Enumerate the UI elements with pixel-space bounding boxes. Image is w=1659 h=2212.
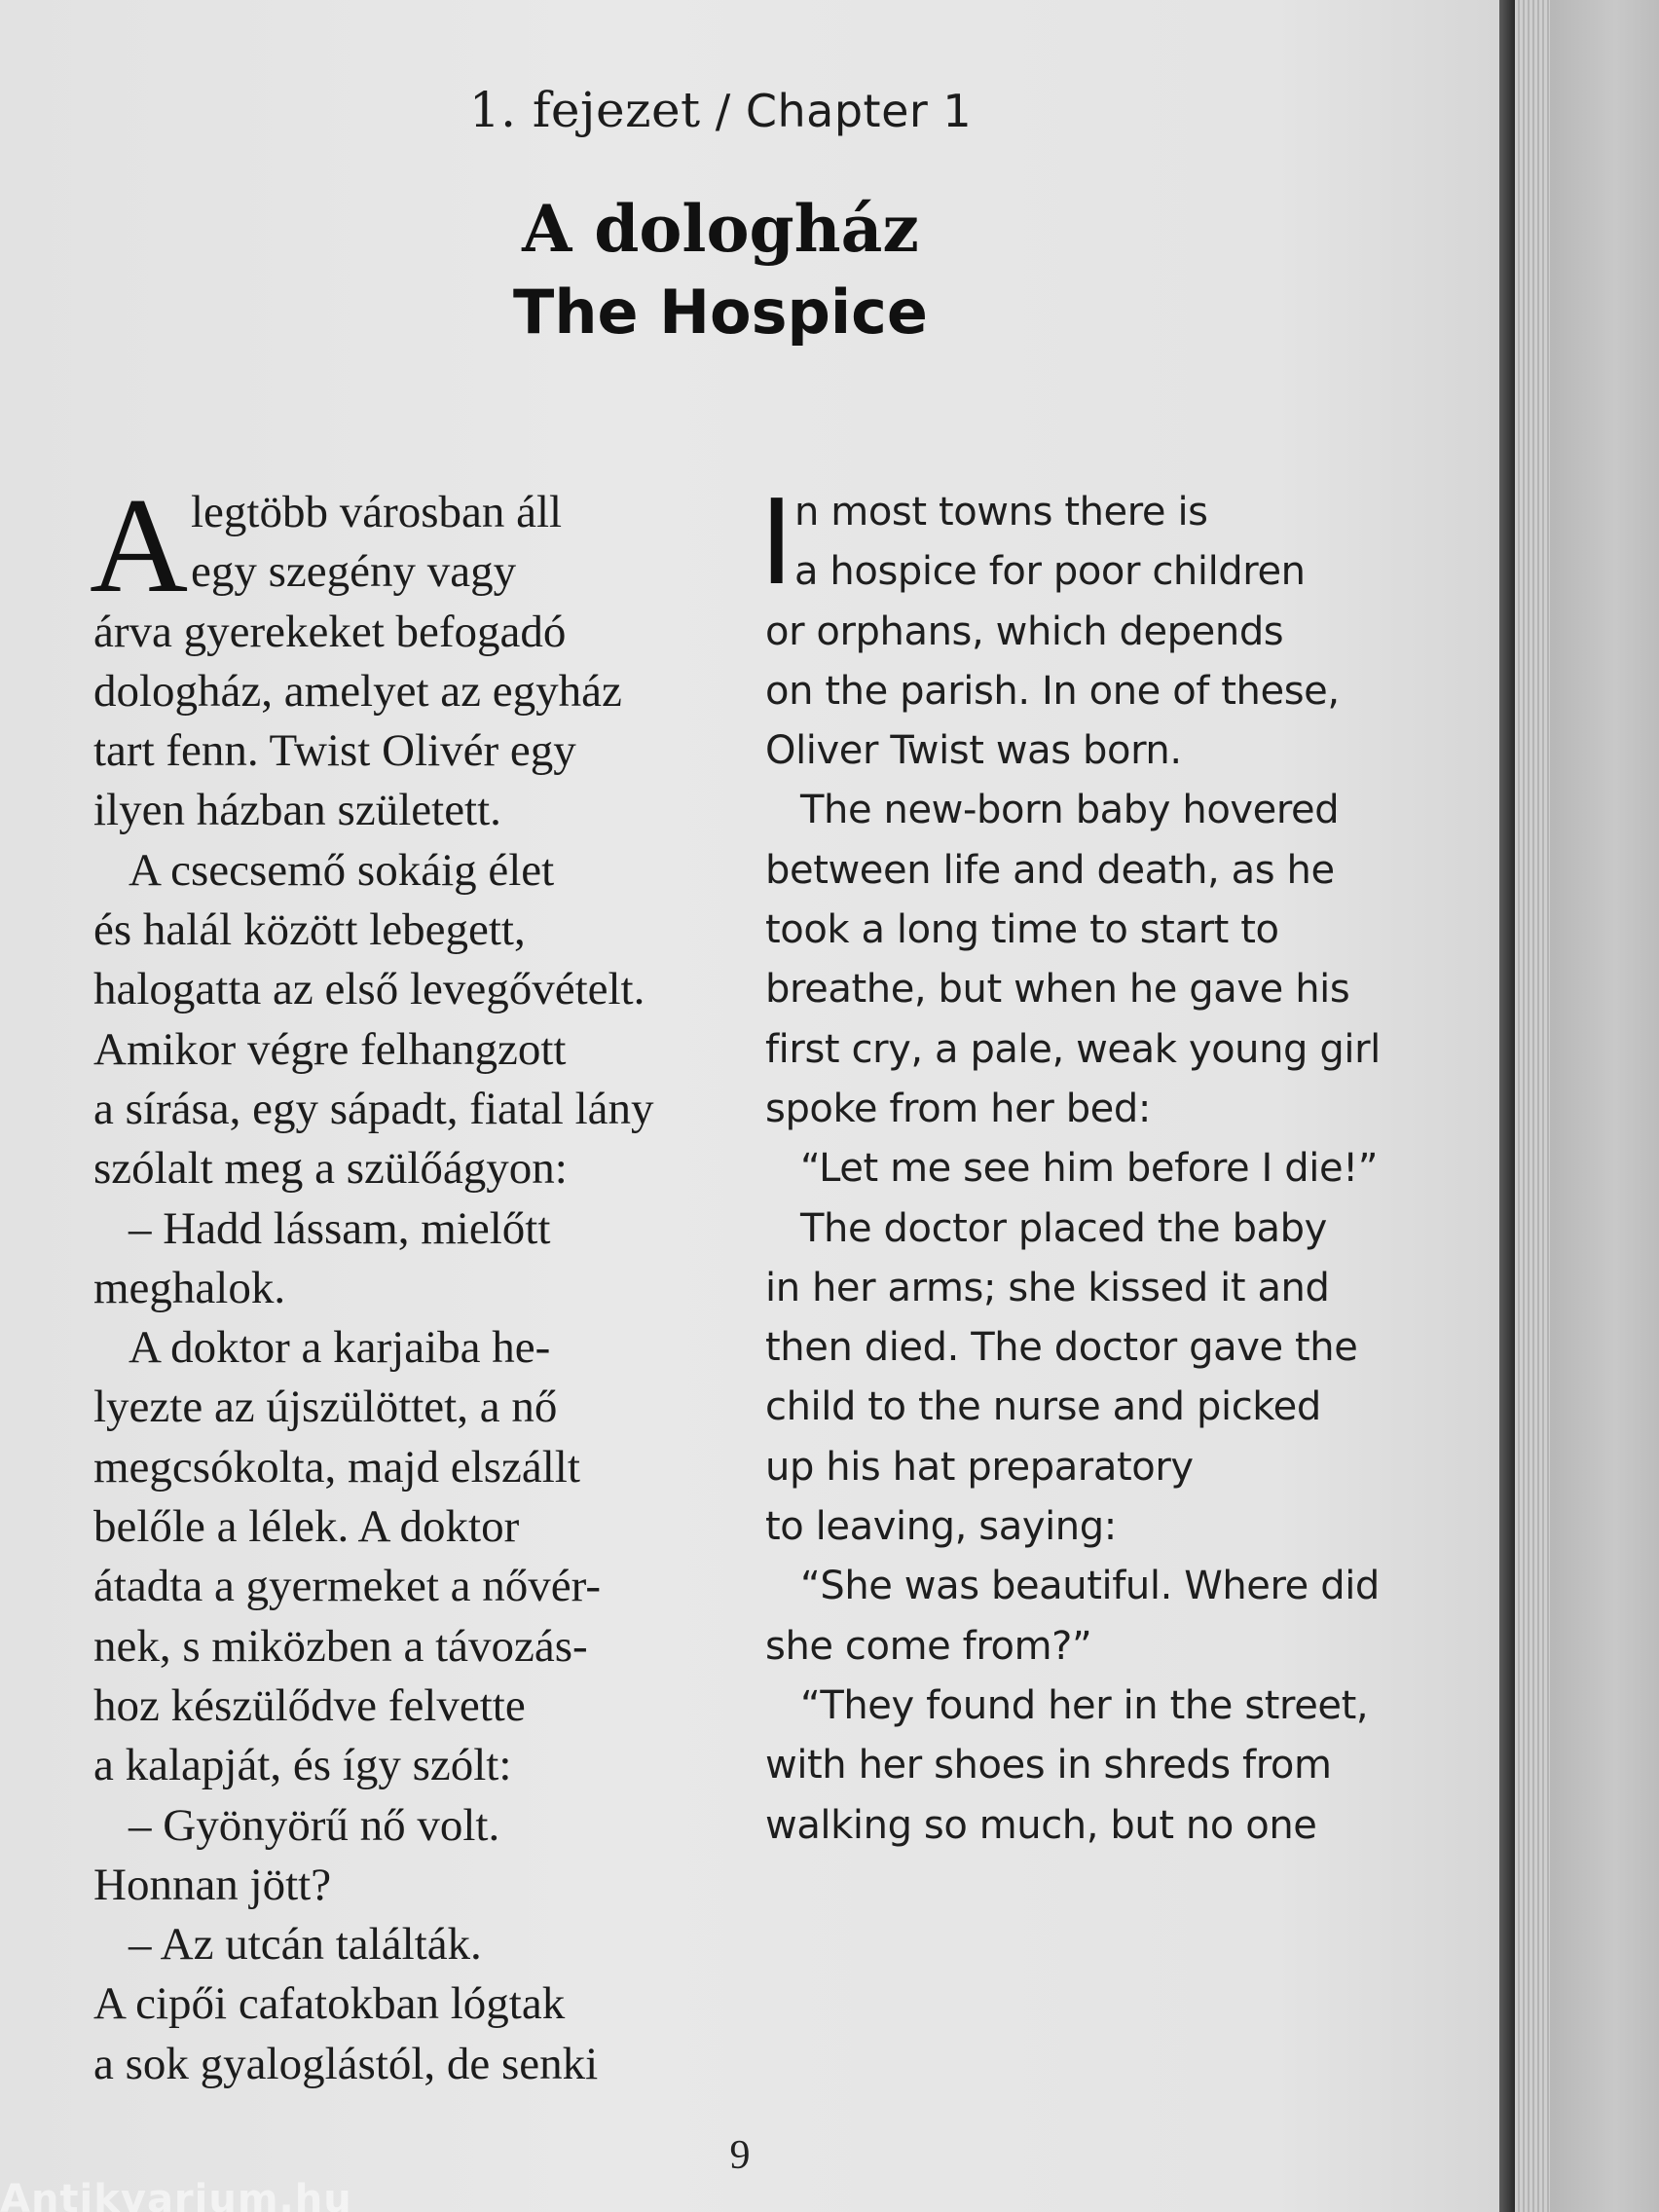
hu-text-line: a sírása, egy sápadt, fiatal lány <box>93 1083 654 1134</box>
hu-text-line: szólalt meg a szülőágyon: <box>93 1143 568 1195</box>
en-text-line: with her shoes in shreds from <box>765 1743 1332 1788</box>
hu-text-line: meghalok. <box>93 1262 286 1313</box>
dropcap-hu: A <box>90 470 189 621</box>
hu-text-line: belőle a lélek. A doktor <box>93 1501 520 1553</box>
hu-text-line: Amikor végre felhangzott <box>93 1023 567 1075</box>
hu-text-line: a sok gyaloglástól, de senki <box>93 2038 599 2089</box>
hu-text-line: ilyen házban született. <box>93 785 501 836</box>
hu-text-line: A csecsemő sokáig élet <box>129 844 555 896</box>
en-text-line: breathe, but when he gave his <box>765 967 1350 1013</box>
chapter-label-en: Chapter 1 <box>745 85 973 137</box>
en-text-line: “They found her in the street, <box>800 1682 1369 1728</box>
en-text-line: between life and death, as he <box>765 847 1335 893</box>
hu-text-line: tart fenn. Twist Olivér egy <box>93 725 576 777</box>
english-text-column <box>765 483 1388 1856</box>
hu-text-line: – Hadd lássam, mielőtt <box>129 1202 551 1254</box>
hu-text-line: megcsókolta, majd elszállt <box>93 1441 580 1493</box>
hu-text-line: a kalapját, és így szólt: <box>93 1740 512 1791</box>
chapter-label <box>0 82 1441 138</box>
page-edges <box>1515 0 1550 2212</box>
en-text-line: “She was beautiful. Where did <box>800 1564 1380 1609</box>
hu-text-line: dologház, amelyet az egyház <box>93 665 622 717</box>
hu-text-line: lyezte az újszülöttet, a nő <box>93 1382 558 1433</box>
hu-text-line: árva gyerekeket befogadó <box>93 606 567 657</box>
en-text-line: in her arms; she kissed it and <box>765 1265 1330 1310</box>
hu-text-line: halogatta az első levegővételt. <box>93 964 645 1015</box>
chapter-title-en: The Hospice <box>513 276 928 348</box>
en-text-line: Oliver Twist was born. <box>765 728 1182 774</box>
en-text-line: walking so much, but no one <box>765 1802 1317 1848</box>
en-text-line: first cry, a pale, weak young girl <box>765 1026 1381 1072</box>
en-text-line: “Let me see him before I die!” <box>800 1146 1379 1192</box>
en-text-line: on the parish. In one of these, <box>765 668 1340 714</box>
page-number: 9 <box>729 2133 751 2178</box>
en-text-line: up his hat preparatory <box>765 1444 1194 1490</box>
hu-text-line: A cipői cafatokban lógtak <box>93 1978 566 2030</box>
en-text-line: n most towns there is <box>794 490 1208 535</box>
hu-text-line: átadta a gyermeket a nővér- <box>93 1561 601 1612</box>
watermark: Antikvarium.hu <box>0 2177 352 2212</box>
hu-text-line: – Az utcán találták. <box>129 1919 482 1971</box>
en-text-line: or orphans, which depends <box>765 608 1284 654</box>
hu-text-line: hoz készülődve felvette <box>93 1679 526 1731</box>
en-text-line: to leaving, saying: <box>765 1504 1117 1550</box>
en-text-line: The new-born baby hovered <box>800 788 1340 833</box>
chapter-title-hu: A dologház <box>522 191 919 267</box>
dropcap-en: I <box>759 476 794 611</box>
table-surface <box>1550 0 1659 2212</box>
hungarian-text-column <box>93 483 717 2094</box>
en-text-line: she come from?” <box>765 1623 1092 1669</box>
en-text-line: a hospice for poor children <box>794 549 1306 595</box>
hu-text-line: nek, s miközben a távozás- <box>93 1620 588 1672</box>
en-text-line: The doctor placed the baby <box>800 1205 1327 1251</box>
hu-text-line: – Gyönyörű nő volt. <box>129 1799 500 1851</box>
chapter-separator: / <box>700 85 746 137</box>
hu-text-line: egy szegény vagy <box>191 546 517 598</box>
hu-text-line: legtöbb városban áll <box>191 487 563 537</box>
hu-text-line: és halál között lebegett, <box>93 904 526 956</box>
en-text-line: child to the nurse and picked <box>765 1384 1321 1430</box>
chapter-label-hu: 1. fejezet <box>468 82 701 138</box>
hu-text-line: A doktor a karjaiba he- <box>129 1322 551 1374</box>
en-text-line: took a long time to start to <box>765 907 1279 953</box>
en-text-line: spoke from her bed: <box>765 1086 1151 1131</box>
book-binding <box>1499 0 1515 2212</box>
hu-text-line: Honnan jött? <box>93 1859 332 1910</box>
en-text-line: then died. The doctor gave the <box>765 1325 1358 1371</box>
